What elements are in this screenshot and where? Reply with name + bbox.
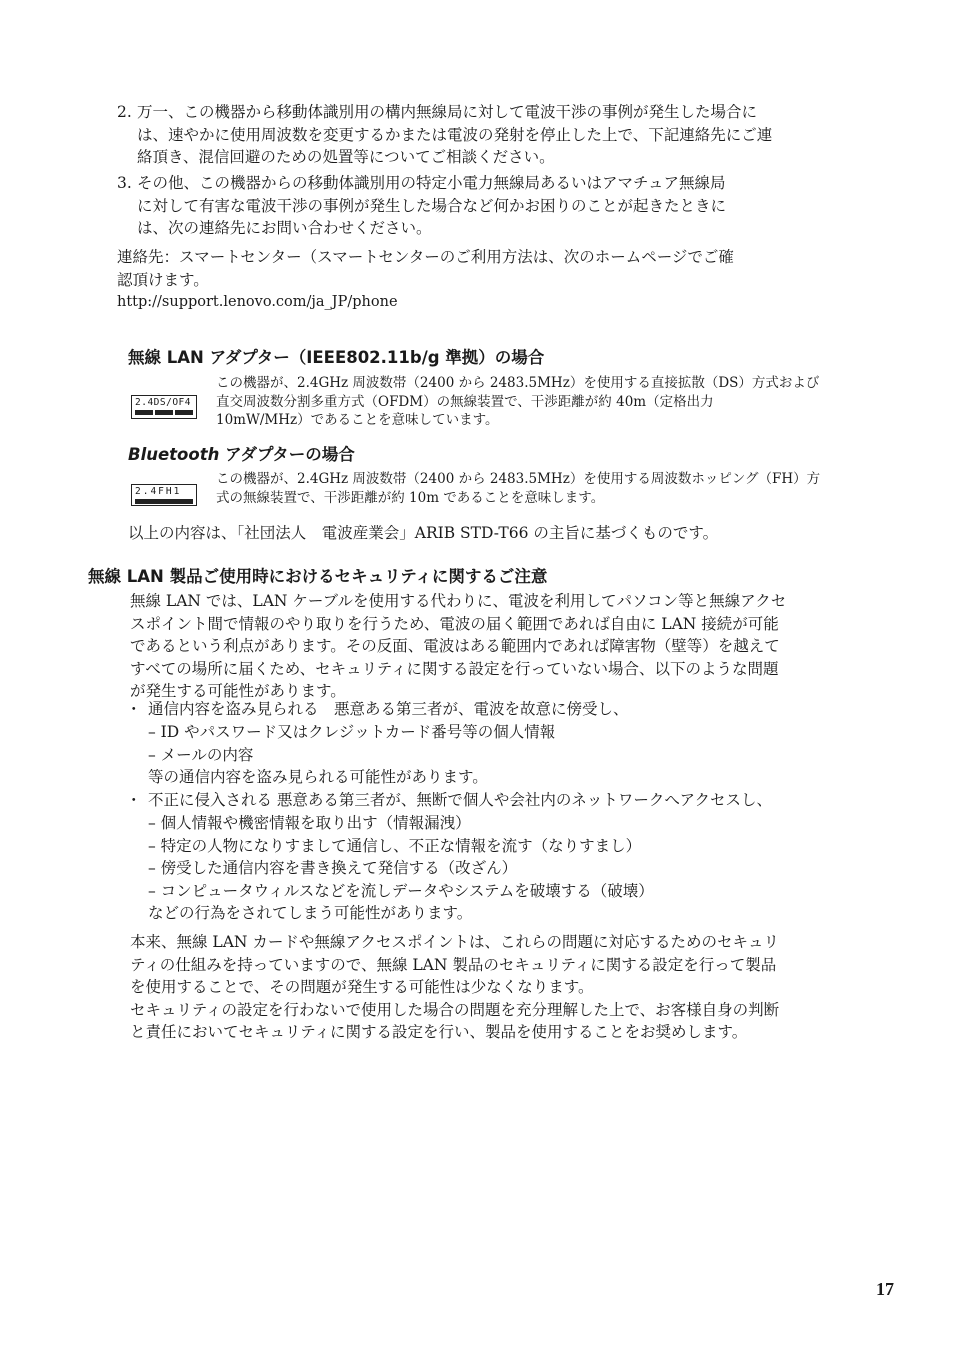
list-item-2 (117, 101, 892, 169)
list-line: は、次の連絡先にお問い合わせください。 (137, 219, 432, 237)
bluetooth-frequency-badge (131, 484, 197, 506)
security-heading: 無線 LAN 製品ご使用時におけるセキュリティに関するご注意 (88, 567, 548, 586)
intro-line: が発生する可能性があります。 (130, 682, 346, 700)
support-url: http://support.lenovo.com/ja_JP/phone (117, 294, 398, 310)
badge-bars (135, 499, 193, 504)
list-line: は、速やかに使用周波数を変更するかまたは電波の発射を停止した上で、下記連絡先にご連 (137, 125, 773, 144)
description-line: 10mW/MHz）であることを意味しています。 (216, 412, 499, 428)
bullet-sub-item: – ID やパスワード又はクレジットカード番号等の個人情報 (148, 723, 556, 741)
bullet-2-items (148, 812, 898, 925)
closing-line: を使用することで、その問題が発生する可能性は少なくなります。 (130, 978, 594, 996)
description-line: 式の無線装置で、干渉距離が約 10m であることを意味します。 (216, 489, 605, 506)
bullet-sub-item: – 特定の人物になりすまして通信し、不正な情報を流す（なりすまし） (148, 836, 642, 855)
intro-line: すべての場所に届くため、セキュリティに関する設定を行っていない場合、以下のような問題 (130, 659, 779, 678)
closing-line: セキュリティの設定を行わないで使用した場合の問題を充分理解した上で、お客様自身の判断 (130, 1000, 780, 1019)
bullet-sub-item: – コンピュータウィルスなどを流しデータやシステムを破壊する（破壊） (148, 881, 654, 900)
bullet-close: などの行為をされてしまう可能性があります。 (148, 904, 473, 922)
bullet-sub-item: – 個人情報や機密情報を取り出す（情報漏洩） (148, 814, 471, 832)
wlan-adapter-heading: 無線 LAN アダプター（IEEE802.11b/g 準拠）の場合 (128, 348, 545, 367)
page-number: 17 (876, 1279, 894, 1299)
list-line: その他、この機器からの移動体識別用の特定小電力無線局あるいはアマチュア無線局 (137, 174, 726, 192)
bullet-2-title: 不正に侵入される 悪意ある第三者が、無断で個人や会社内のネットワークへアクセスし、 (148, 791, 773, 809)
contact-line: 認頂けます。 (117, 270, 209, 289)
intro-line: スポイント間で情報のやり取りを行うため、電波の届く範囲であれば自由に LAN 接続が可能 (130, 614, 779, 633)
list-number: 3. (117, 174, 132, 192)
closing-line: ティの仕組みを持っていますので、無線 LAN 製品のセキュリティに関する設定を行って製品 (130, 955, 777, 974)
bullet-sub-item: – メールの内容 (148, 745, 254, 764)
security-closing (130, 931, 900, 1044)
description-line: 直交周波数分割多重方式（OFDM）の無線装置で、干渉距離が約 40m（定格出力 (216, 393, 714, 410)
closing-line: と責任においてセキュリティに関する設定を行い、製品を使用することをお奨めします。 (130, 1023, 748, 1041)
bullet-close: 等の通信内容を盗み見られる可能性があります。 (148, 768, 488, 786)
contact-block (117, 246, 897, 314)
bullet-1-items (148, 721, 898, 789)
bluetooth-adapter-heading (128, 441, 888, 465)
badge-label: 2.4FH1 (135, 486, 182, 497)
list-item-3 (117, 172, 892, 240)
security-intro (130, 590, 900, 703)
bluetooth-heading-rest: アダプターの場合 (219, 445, 355, 464)
intro-line: であるという利点があります。その反面、電波はある範囲内であれば障害物（壁等）を越えて (130, 637, 780, 655)
list-line: に対して有害な電波干渉の事例が発生した場合など何かお困りのことが起きたときに (137, 196, 727, 215)
bullet-sub-item: – 傍受した通信内容を書き換えて発信する（改ざん） (148, 859, 518, 877)
bullet-mark: ・ (126, 791, 142, 809)
bluetooth-heading-italic: Bluetooth (128, 445, 220, 464)
wlan-frequency-badge (131, 395, 197, 419)
description-line: この機器が、2.4GHz 周波数帯（2400 から 2483.5MHz）を使用する直接拡散（DS）方式および (216, 375, 820, 391)
badge-label: 2.4DS/OF4 (135, 397, 191, 408)
bullet-1-title: 通信内容を盗み見られる 悪意ある第三者が、電波を故意に傍受し、 (148, 700, 629, 718)
list-number: 2. (117, 103, 132, 121)
wlan-adapter-description (216, 374, 896, 430)
description-line: この機器が、2.4GHz 周波数帯（2400 から 2483.5MHz）を使用する周波数ホッピング（FH）方 (216, 471, 821, 487)
arib-basis-note: 以上の内容は、「社団法人 電波産業会」ARIB STD-T66 の主旨に基づくものです。 (128, 524, 719, 542)
list-line: 万一、この機器から移動体識別用の構内無線局に対して電波干渉の事例が発生した場合に (137, 103, 758, 121)
badge-bars (135, 410, 193, 415)
contact-line: 連絡先：スマートセンター（スマートセンターのご利用方法は、次のホームページでご確 (117, 248, 734, 266)
intro-line: 無線 LAN では、LAN ケーブルを使用する代わりに、電波を利用してパソコン等と無線アクセ (130, 592, 787, 610)
closing-line: 本来、無線 LAN カードや無線アクセスポイントは、これらの問題に対応するためのセキュリ (130, 933, 779, 951)
bullet-mark: ・ (126, 700, 142, 718)
bluetooth-adapter-description (216, 470, 896, 507)
list-line: 絡頂き、混信回避のための処置等についてご相談ください。 (137, 148, 555, 166)
